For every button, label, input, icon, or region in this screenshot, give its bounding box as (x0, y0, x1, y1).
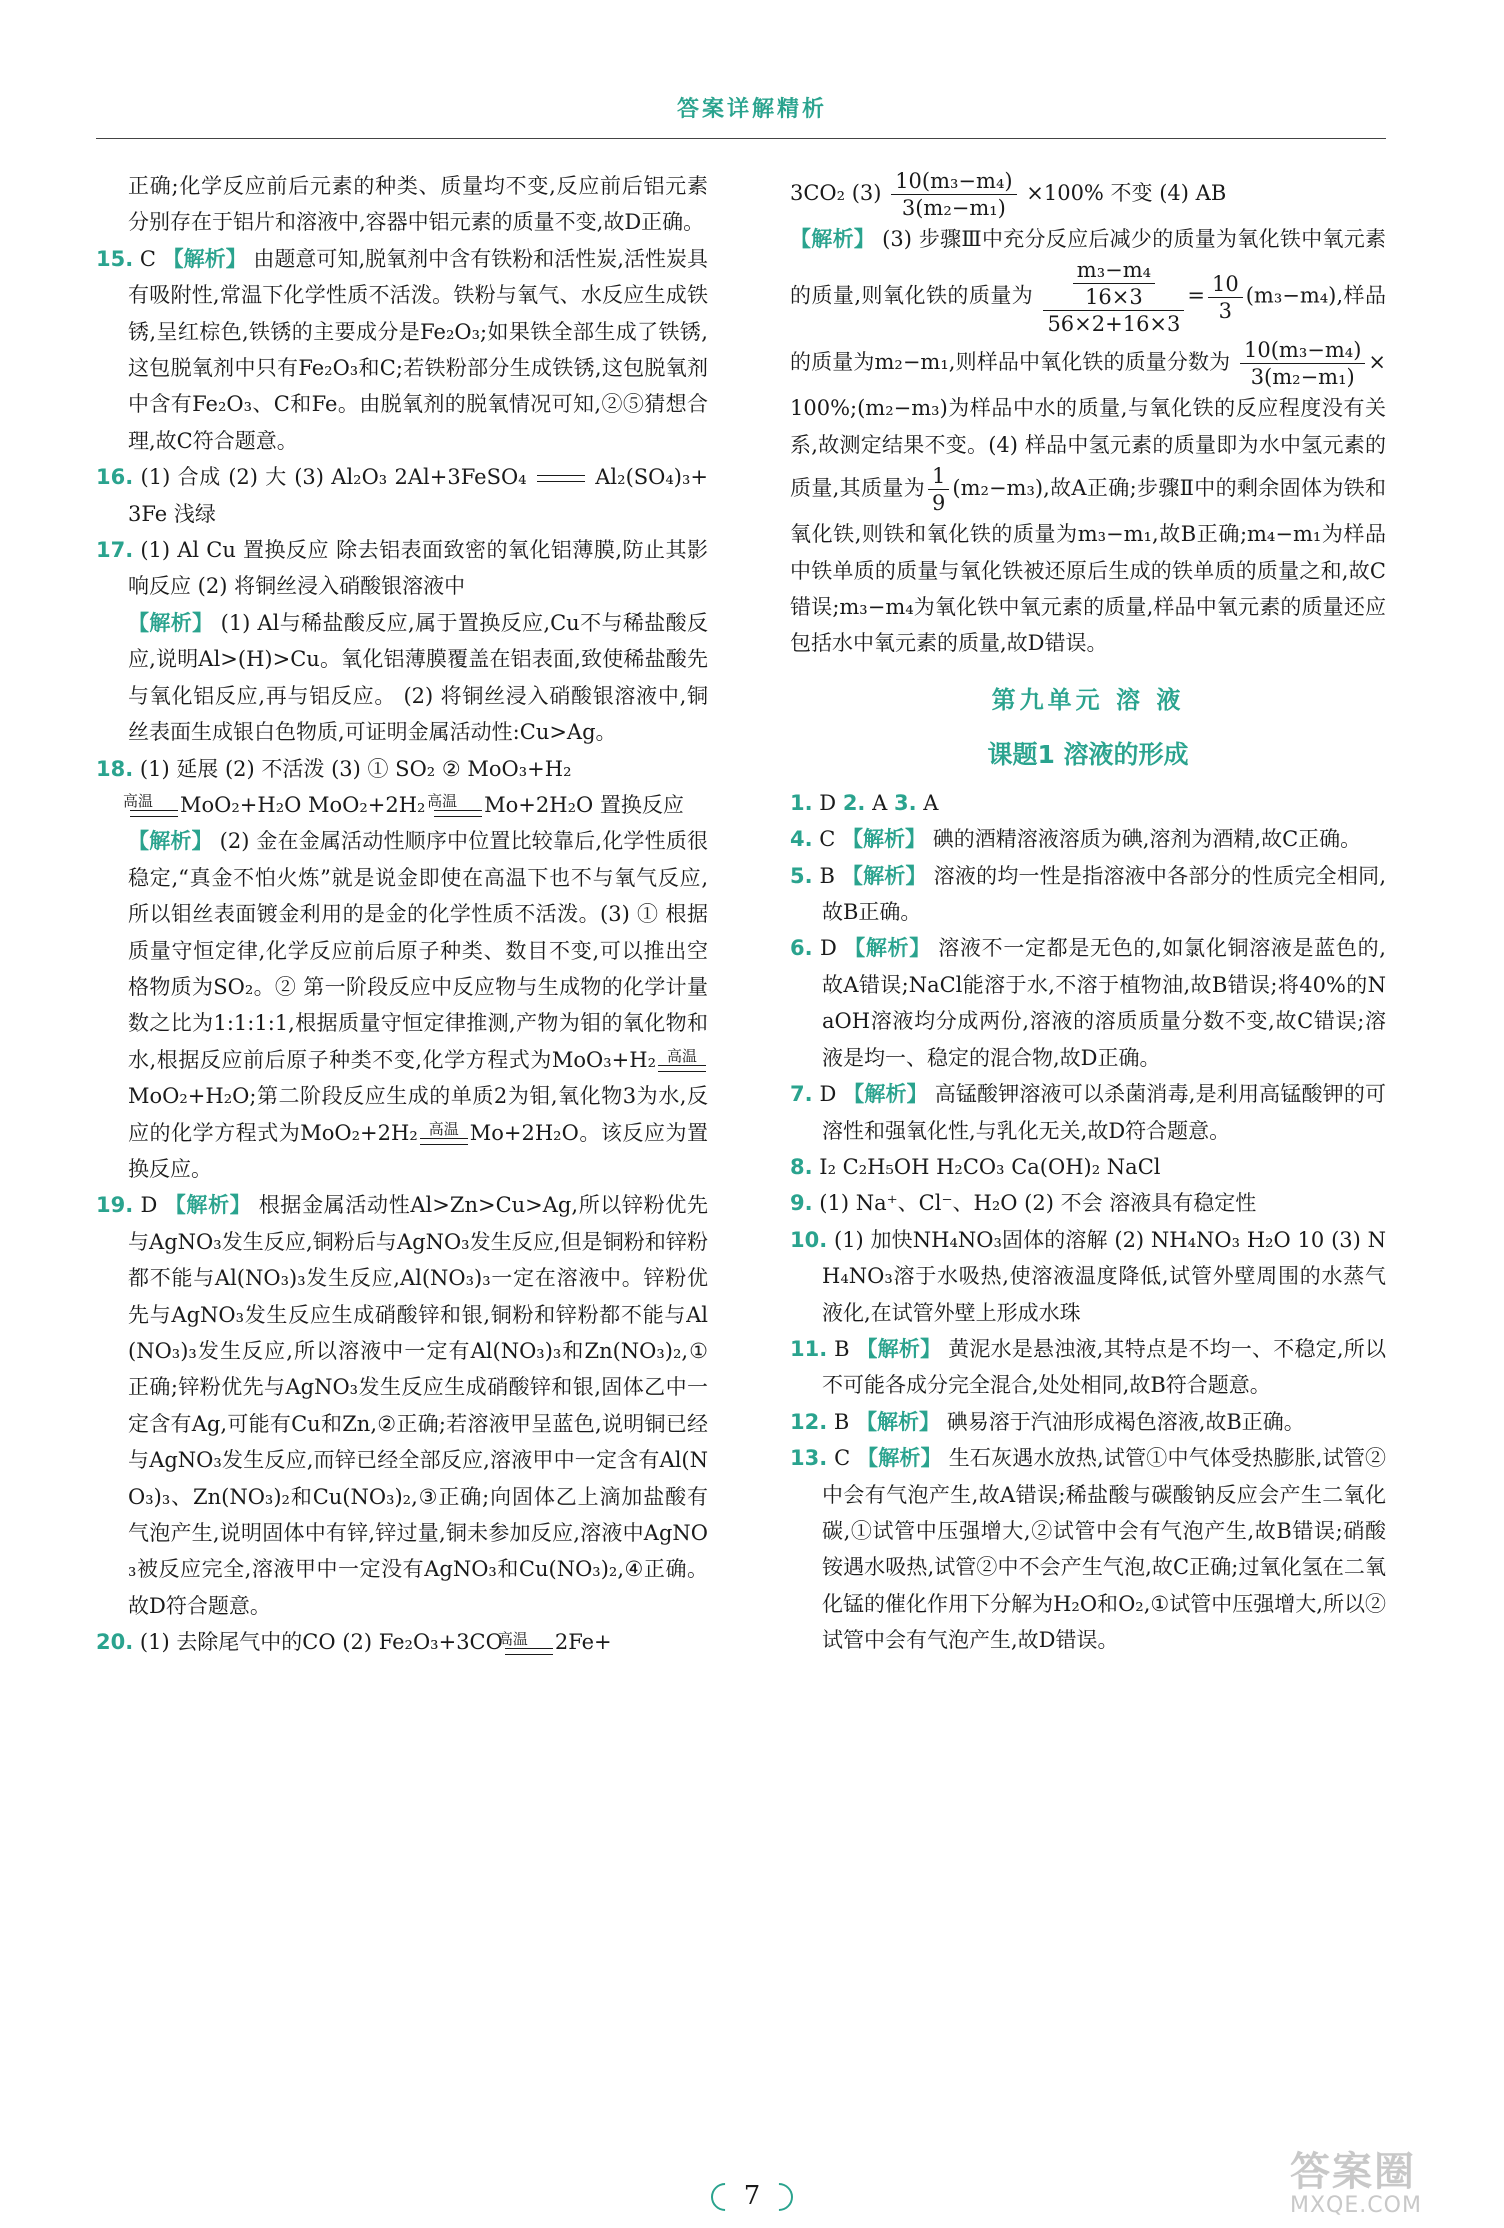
analysis-text: MoO₂+H₂O;第二阶段反应生成的单质2为钼,氧化物3为水,反应的化学方程式为MoO₂+2H₂ (128, 1084, 708, 1145)
watermark-logo (1290, 2150, 1490, 2222)
answer-text: 3CO₂ (3) (790, 181, 882, 205)
answer-choice: C (139, 246, 156, 271)
question-number: 9. (790, 1191, 813, 1216)
right-column (790, 168, 1386, 1659)
answer-text: (1) Al Cu 置换反应 除去铝表面致密的氧化铝薄膜,防止其影响反应 (2) 将铜丝浸入硝酸银溶液中 (128, 538, 708, 599)
left-column (96, 168, 708, 1661)
fraction-numerator: 10(m₃−m₄) (891, 168, 1016, 195)
answer-text: (1) 加快NH₄NO₃固体的溶解 (2) NH₄NO₃ H₂O 10 (3) NH₄NO₃溶于水吸热,使溶液温度降低,试管外壁周围的水蒸气液化,在试管外壁上形成水珠 (822, 1227, 1386, 1325)
answer-9 (790, 1185, 1386, 1221)
answer-text: (1) 合成 (2) 大 (3) Al₂O₃ 2Al+3FeSO₄ (140, 465, 527, 490)
answer-choice: D (819, 1082, 837, 1107)
question-number: 4. (790, 827, 813, 852)
answer-text: (1) Na⁺、Cl⁻、H₂O (2) 不会 溶液具有稳定性 (819, 1191, 1257, 1216)
condition-label: 高温 (497, 1629, 528, 1648)
analysis-text: 溶液不一定都是无色的,如氯化铜溶液是蓝色的,故A错误;NaCl能溶于水,不溶于植物油,故B错误;将40%的NaOH溶液均分成两份,溶液的溶质质量分数不变,故C错误;溶液是均一、稳定的混合物,故D正确。 (822, 936, 1386, 1070)
answer-choice: D (819, 936, 837, 961)
answer-13 (790, 1440, 1386, 1658)
fraction-numerator: m₃−m₄ (1073, 257, 1155, 284)
fraction-denominator: 3(m₂−m₁) (901, 196, 1006, 220)
fraction (1240, 337, 1365, 390)
fraction-numerator (1043, 257, 1184, 311)
analysis-text: 溶液的均一性是指溶液中各部分的性质完全相同,故B正确。 (822, 863, 1387, 925)
analysis-text: 黄泥水是悬浊液,其特点是不均一、不稳定,所以不可能各成分完全混合,处处相同,故B符合题意。 (822, 1336, 1386, 1398)
answer-choice: B (834, 1336, 850, 1361)
question-number: 8. (790, 1154, 813, 1179)
analysis-tag: 【 解析 】 (843, 1082, 928, 1106)
fraction-numerator: 1 (928, 463, 949, 490)
analysis-tag: 【 解析 】 (163, 247, 247, 271)
fraction-denominator: 9 (932, 491, 946, 516)
analysis-text: Mo+2H₂O。该反应为置换反应。 (128, 1120, 709, 1181)
question-number: 3. (893, 790, 917, 815)
analysis-text: 由题意可知,脱氧剂中含有铁粉和活性炭,活性炭具有吸附性,常温下化学性质不活泼。铁粉与氧气、水反应生成铁锈,呈红棕色,铁锈的主要成分是Fe₂O₃;如果铁全部生成了铁锈,这包脱氧剂中只有Fe₂O₃和C;若铁粉部分生成铁锈,这包脱氧剂中含有Fe₂O₃、C和Fe。由脱氧剂的脱氧情况可知,②⑤猜想合理,故C符合题意。 (128, 246, 708, 453)
question-number: 7. (790, 1082, 813, 1107)
answer-20-continued (790, 168, 1386, 221)
answer-17-analysis (96, 605, 708, 751)
watermark-url: MXQE.COM (1290, 2193, 1422, 2218)
answer-6 (790, 930, 1386, 1076)
answer-20-analysis: 【 解析 】 (3) 步骤Ⅲ中充分反应后减少的质量为氧化铁中氧元素的质量,则氧化铁的质量为 $\frac{\frac{\text{m₃−m₄}}{16\times 3}}{56\times 2+16\times 3}$ = $\frac{10}{3}$ (m₃−m₄),样品的质量为m₂−m₁,则样品中氧化铁的质量分数为 $\frac{\text{10(m₃−m₄)}}{\text{3(m₂−m₁)}}$ ×100%;(m₂−m₃)为样品中水的质量,与氧化铁的反应程度没有关系,故测定结果不变。(4) 样品中氢元素的质量即为水中氢元素的质量,其质量为 $\frac{1}{9}$ (m₂−m₃),故A正确;步骤Ⅱ中的剩余固体为铁和氧化铁,则铁和氧化铁的质量为m₃−m₁,故B正确;m₄−m₁为样品中铁单质的质量与氧化铁被还原后生成的铁单质的质量之和,故C错误;m₃−m₄为氧化铁中氧元素的质量,样品中氧元素的质量还应包括水中氧元素的质量,故D错误。 (790, 221, 1386, 662)
analysis-tag: 【 解析 】 (128, 611, 214, 635)
question-number: 10. (790, 1227, 828, 1252)
question-number: 1. (790, 790, 813, 815)
question-number: 6. (790, 936, 813, 961)
answer-7 (790, 1076, 1386, 1149)
fraction-denominator: 3(m₂−m₁) (1250, 365, 1355, 390)
analysis-tag: 【 解析 】 (856, 1337, 941, 1361)
question-number: 11. (790, 1336, 828, 1361)
answer-choice: B (819, 863, 835, 888)
answers-1-3 (790, 785, 1386, 821)
analysis-text: (m₃−m₄),样品的质量为m₂−m₁,则样品中氧化铁的质量分数为 (790, 283, 1386, 375)
analysis-text: (1) Al与稀盐酸反应,属于置换反应,Cu不与稀盐酸反应,说明Al>(H)>Cu。氧化铝薄膜覆盖在铝表面,致使稀盐酸先与氧化铝反应,再与铝反应。 (128, 610, 708, 708)
answer-text: (1) 延展 (2) 不活泼 (3) ① SO₂ ② MoO₃+H₂ (139, 756, 572, 781)
question-number: 13. (790, 1446, 828, 1471)
answer-text: Al₂(SO₄)₃+3Fe 浅绿 (128, 465, 708, 526)
continuation-paragraph: 正确;化学反应前后元素的种类、质量均不变,反应前后铝元素分别存在于铝片和溶液中,容器中铝元素的质量不变,故D正确。 (128, 174, 708, 235)
reaction-condition (420, 1119, 468, 1151)
answer-text: (1) 去除尾气中的CO (2) Fe₂O₃+3CO (139, 1630, 503, 1655)
analysis-tag: 【 解析 】 (857, 1446, 942, 1470)
answer-20 (96, 1624, 708, 1660)
answer-choice: A (923, 790, 939, 815)
condition-label: 高温 (427, 792, 458, 811)
answer-text: 2Fe+ (554, 1630, 612, 1655)
compound-fraction (1043, 257, 1184, 337)
analysis-text: (2) 金在金属活动性顺序中位置比较靠后,化学性质很稳定,“真金不怕火炼”就是说金即使在高温下也不与氧气反应,所以钼丝表面镀金利用的是金的化学性质不活泼。(3) ① 根据质量守恒定律,化学反应前后原子种类、数目不变,可以推出空格物质为SO₂。② 第一阶段反应中反应物与生成物的化学计量数之比为1:1:1:1,根据质量守恒定律推测,产物为钼的氧化物和水,根据反应前后原子种类不变,化学方程式为MoO₃+H₂ (128, 829, 709, 1072)
answer-12 (790, 1404, 1386, 1440)
fraction-denominator: 3 (1218, 298, 1233, 323)
question-number: 20. (96, 1630, 134, 1655)
question-number: 18. (96, 756, 134, 781)
answer-text: ×100% 不变 (4) AB (1026, 181, 1227, 205)
inner-fraction (1073, 257, 1155, 310)
answer-text: I₂ C₂H₅OH H₂CO₃ Ca(OH)₂ NaCl (819, 1154, 1161, 1179)
analysis-text: 碘的酒精溶液溶质为碘,溶剂为酒精,故C正确。 (932, 827, 1362, 852)
answer-19 (96, 1187, 708, 1624)
analysis-tag: 【 解析 】 (128, 829, 213, 853)
fraction-numerator: 10(m₃−m₄) (1240, 337, 1365, 364)
lesson-title: 课题1 溶液的形成 (987, 739, 1189, 769)
condition-label: 高温 (666, 1047, 697, 1066)
analysis-tag: 【 解析 】 (842, 827, 926, 851)
page-number: 7 (707, 2175, 797, 2217)
answer-choice: D (819, 790, 837, 815)
reaction-equals-sign (537, 475, 585, 482)
question-number: 12. (790, 1409, 828, 1434)
answer-4 (790, 821, 1386, 857)
question-number: 16. (96, 465, 134, 490)
answer-choice: C (819, 827, 836, 852)
page-header-title: 答案详解精析 (676, 97, 827, 122)
condition-label: 高温 (428, 1119, 459, 1138)
answer-5 (790, 858, 1386, 931)
header-rule (96, 138, 1386, 139)
answer-16 (96, 459, 708, 532)
analysis-text: ×100%;(m₂−m₃)为样品中水的质量,与氧化铁的反应程度没有关系,故测定结果不变。(4) 样品中氢元素的质量即为水中氢元素的质量,其质量为 (790, 350, 1386, 501)
analysis-tag: 【 解析 】 (165, 1193, 252, 1217)
fraction-denominator: 16×3 (1085, 285, 1143, 310)
analysis-text: 生石灰遇水放热,试管①中气体受热膨胀,试管②中会有气泡产生,故A错误;稀盐酸与碳酸钠反应会产生二氧化碳,①试管中压强增大,②试管中会有气泡产生,故B错误;硝酸铵遇水吸热,试管②中不会产生气泡,故C正确;过氧化氢在二氧化锰的催化作用下分解为H₂O和O₂,①试管中压强增大,所以②试管中会有气泡产生,故D错误。 (822, 1446, 1387, 1653)
analysis-text: 根据金属活动性Al>Zn>Cu>Ag,所以锌粉优先与AgNO₃发生反应,铜粉后与AgNO₃发生反应,但是铜粉和锌粉都不能与Al(NO₃)₃发生反应,Al(NO₃)₃一定在溶液中。锌粉优先与AgNO₃发生反应生成硝酸锌和银,铜粉和锌粉都不能与Al(NO₃)₃发生反应,所以溶液中一定有Al(NO₃)₃和Zn(NO₃)₂,①正确;锌粉优先与AgNO₃发生反应生成硝酸锌和银,固体乙中一定含有Ag,可能有Cu和Zn,②正确;若溶液甲呈蓝色,说明铜已经与AgNO₃发生反应,而锌已经全部反应,溶液甲中一定含有Al(NO₃)₃、Zn(NO₃)₂和Cu(NO₃)₂,③正确;向固体乙上滴加盐酸有气泡产生,说明固体中有锌,锌过量,铜未参加反应,溶液中AgNO₃被反应完全,溶液甲中一定没有AgNO₃和Cu(NO₃)₂,④正确。故D符合题意。 (128, 1193, 709, 1618)
answer-text: MoO₂+H₂O MoO₂+2H₂ (180, 792, 426, 817)
answer-17 (96, 532, 708, 605)
unit-title: 第九单元 溶 液 (991, 685, 1185, 714)
analysis-tag: 【 解析 】 (842, 864, 927, 888)
analysis-tag: 【 解析 】 (790, 227, 875, 251)
answer-choice: A (872, 790, 888, 815)
question-number: 17. (96, 538, 134, 563)
condition-label: 高温 (122, 792, 153, 811)
reaction-condition (658, 1049, 706, 1078)
answer-11 (790, 1331, 1386, 1404)
analysis-text: 碘易溶于汽油形成褐色溶液,故B正确。 (946, 1409, 1305, 1434)
answer-choice: D (140, 1193, 158, 1218)
answer-10 (790, 1222, 1386, 1331)
reaction-condition (427, 792, 482, 823)
answer-18 (96, 751, 708, 824)
analysis-text: (m₂−m₃),故A正确;步骤Ⅱ中的剩余固体为铁和氧化铁,则铁和氧化铁的质量为m₃−m₁,故B正确;m₄−m₁为样品中铁单质的质量与氧化铁被还原后生成的铁单质的质量之和,故C错误;m₃−m₄为氧化铁中氧元素的质量,样品中氧元素的质量还应包括水中氧元素的质量,故D错误。 (790, 476, 1386, 656)
question-number: 15. (96, 246, 134, 271)
analysis-text: (3) 步骤Ⅲ中充分反应后减少的质量为氧化铁中氧元素的质量,则氧化铁的质量为 (790, 227, 1387, 308)
answer-8 (790, 1149, 1386, 1185)
fraction-numerator: 10 (1208, 271, 1243, 298)
reaction-condition (122, 792, 178, 823)
question-number: 5. (790, 863, 813, 888)
fraction-denominator: 56×2+16×3 (1047, 312, 1181, 337)
analysis-tag: 【 解析 】 (856, 1410, 940, 1434)
answer-15 (96, 241, 708, 459)
question-number: 2. (842, 790, 866, 815)
analysis-text: (2) 将铜丝浸入硝酸银溶液中,铜丝表面生成银白色物质,可证明金属活动性:Cu>Ag。 (128, 683, 708, 745)
watermark-text: 答案圈 (1290, 2149, 1416, 2195)
analysis-tag: 【 解析 】 (844, 936, 931, 960)
fraction (928, 463, 949, 516)
answer-text: Mo+2H₂O 置换反应 (484, 792, 684, 817)
fraction (891, 168, 1016, 221)
answer-choice: B (833, 1409, 850, 1434)
answer-choice: C (834, 1446, 851, 1471)
answer-18-analysis (96, 823, 708, 1187)
fraction (1208, 271, 1243, 324)
analysis-text: 高锰酸钾溶液可以杀菌消毒,是利用高锰酸钾的可溶性和强氧化性,与乳化无关,故D符合题意。 (822, 1082, 1386, 1143)
question-number: 19. (96, 1193, 134, 1218)
reaction-condition (497, 1629, 553, 1661)
